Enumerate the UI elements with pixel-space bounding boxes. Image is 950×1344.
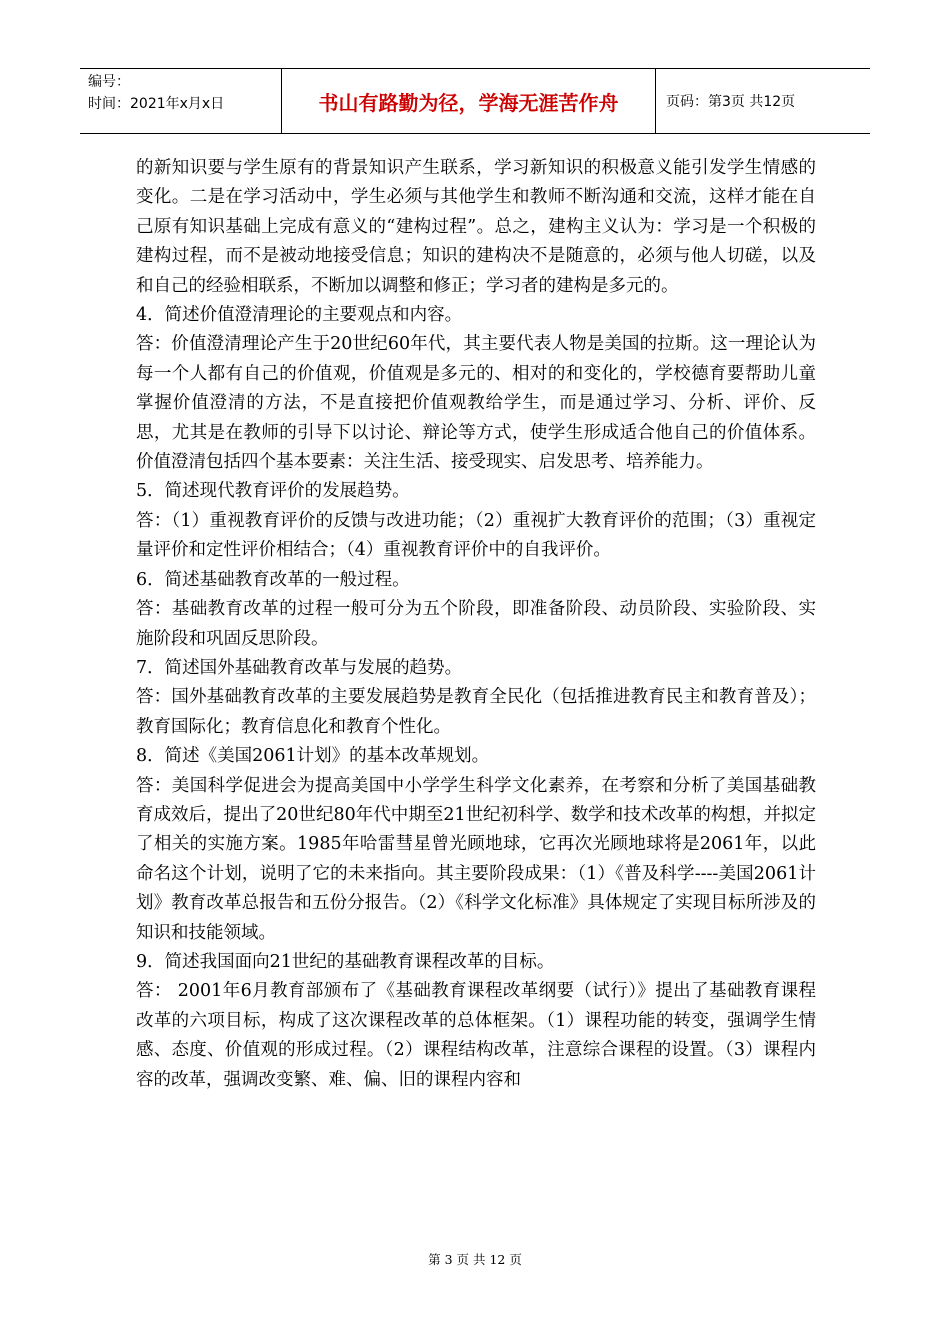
page-footer: 第 3 页 共 12 页 bbox=[428, 1252, 522, 1267]
question-heading: 5．简述现代教育评价的发展趋势。 bbox=[136, 481, 410, 502]
serial-label: 编号： bbox=[88, 74, 130, 90]
page-header bbox=[80, 68, 870, 134]
answer-paragraph: 答：基础教育改革的过程一般可分为五个阶段，即准备阶段、动员阶段、实验阶段、实施阶段和巩固反思阶段。 bbox=[136, 599, 816, 649]
date-label: 时间：2021年x月x日 bbox=[88, 96, 225, 112]
header-motto: 书山有路勤为径，学海无涯苦作舟 bbox=[282, 69, 656, 133]
answer-paragraph: 答：（1）重视教育评价的反馈与改进功能；（2）重视扩大教育评价的范围；（3）重视定量评价和定性评价相结合；（4）重视教育评价中的自我评价。 bbox=[136, 510, 816, 561]
question-heading: 6．简述基础教育改革的一般过程。 bbox=[136, 569, 410, 590]
document-body bbox=[136, 154, 816, 1095]
question-heading: 4．简述价值澄清理论的主要观点和内容。 bbox=[136, 305, 463, 326]
answer-paragraph: 答：国外基础教育改革的主要发展趋势是教育全民化（包括推进教育民主和教育普及）；教育国际化；教育信息化和教育个性化。 bbox=[136, 687, 816, 737]
answer-paragraph: 答：价值澄清理论产生于20世纪60年代，其主要代表人物是美国的拉斯。这一理论认为每一个人都有自己的价值观，价值观是多元的、相对的和变化的，学校德育要帮助儿童掌握价值澄清的方法，不是直接把价值观教给学生，而是通过学习、分析、评价、反思，尤其是在教师的引导下以讨论、辩论等方式，使学生形成适合他自己的价值体系。价值澄清包括四个基本要素：关注生活、接受现实、启发思考、培养能力。 bbox=[136, 334, 816, 473]
header-meta bbox=[80, 69, 282, 133]
question-heading: 9．简述我国面向21世纪的基础教育课程改革的目标。 bbox=[136, 951, 555, 972]
answer-paragraph: 答： 2001年6月教育部颁布了《基础教育课程改革纲要（试行）》提出了基础教育课程改革的六项目标，构成了这次课程改革的总体框架。（1）课程功能的转变，强调学生情感、态度、价值观的形成过程。（2）课程结构改革，注意综合课程的设置。（3）课程内容的改革，强调改变繁、难、偏、旧的课程内容和 bbox=[136, 981, 816, 1090]
paragraph: 的新知识要与学生原有的背景知识产生联系，学习新知识的积极意义能引发学生情感的变化。二是在学习活动中，学生必须与其他学生和教师不断沟通和交流，这样才能在自己原有知识基础上完成有意义的“建构过程”。总之，建构主义认为：学习是一个积极的建构过程，而不是被动地接受信息；知识的建构决不是随意的，必须与他人切磋，以及和自己的经验相联系，不断加以调整和修正；学习者的建构是多元的。 bbox=[136, 158, 816, 296]
question-heading: 7．简述国外基础教育改革与发展的趋势。 bbox=[136, 657, 463, 678]
header-page-info: 页码：第3页 共12页 bbox=[666, 94, 796, 110]
answer-paragraph: 答：美国科学促进会为提高美国中小学学生科学文化素养，在考察和分析了美国基础教育成效后，提出了20世纪80年代中期至21世纪初科学、数学和技术改革的构想，并拟定了相关的实施方案。1985年哈雷彗星曾光顾地球，它再次光顾地球将是2061年，以此命名这个计划，说明了它的未来指向。其主要阶段成果：（1）《普及科学----美国2061计划》教育改革总报告和五份分报告。（2）《科学文化标准》具体规定了实现目标所涉及的知识和技能领域。 bbox=[136, 775, 816, 943]
question-heading: 8．简述《美国2061计划》的基本改革规划。 bbox=[136, 746, 490, 767]
